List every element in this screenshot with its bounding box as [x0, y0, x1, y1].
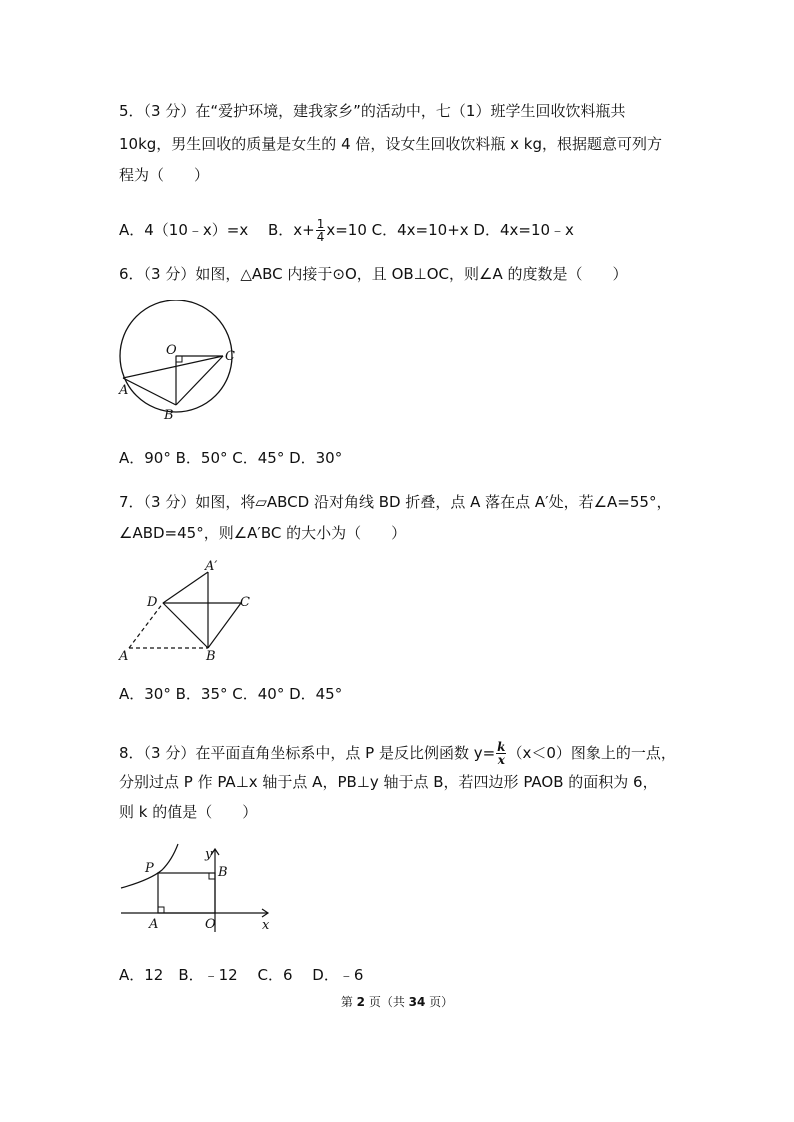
label-o: O: [205, 917, 216, 932]
q8-stem-line2: 分别过点 P 作 PA⊥x 轴于点 A，PB⊥y 轴于点 B，若四边形 PAOB 的面积为 6，: [119, 773, 658, 791]
label-a: A: [119, 383, 129, 398]
segment-d-b: [163, 603, 208, 648]
q8-fraction: [496, 741, 506, 766]
q5-fraction-numerator: 1: [316, 217, 325, 231]
label-b: B: [164, 408, 174, 423]
segment-ab: [123, 378, 176, 405]
q7-stem-line1: 7．（3 分）如图，将▱ABCD 沿对角线 BD 折叠，点 A 落在点 A′处，若∠A=55°，: [119, 493, 672, 511]
total-pages: 34: [408, 995, 426, 1009]
right-angle-mark-b: [209, 873, 215, 879]
label-d: D: [147, 595, 158, 610]
q8-coordinate-figure: [115, 838, 280, 933]
q8-fraction-denominator: x: [497, 753, 505, 767]
q6-options: A．90° B．50° C．45° D．30°: [119, 449, 343, 467]
right-angle-mark-a: [158, 907, 164, 913]
page-footer: [0, 993, 794, 1010]
footer-prefix: 第: [340, 995, 357, 1009]
segment-c-b: [208, 603, 241, 648]
label-c: C: [240, 595, 250, 610]
q6-circle-figure: [110, 300, 250, 430]
q8-fraction-numerator: k: [497, 740, 506, 754]
q5-fraction-denominator: 4: [316, 230, 325, 244]
q5-stem-line3: 程为（ ）: [119, 166, 210, 184]
label-o: O: [166, 343, 177, 358]
page-number: 2: [356, 995, 365, 1009]
footer-middle: 页（共: [365, 995, 409, 1009]
label-a: A: [149, 917, 159, 932]
segment-d-a-prime: [163, 572, 208, 603]
q8-stem-line3: 则 k 的值是（ ）: [119, 803, 258, 821]
q5-stem-line1: 5．（3 分）在“爱护环境，建我家乡”的活动中，七（1）班学生回收饮料瓶共: [119, 102, 626, 120]
label-a: A: [119, 649, 129, 664]
q7-stem-line2: ∠ABD=45°，则∠A′BC 的大小为（ ）: [119, 524, 407, 542]
q8-stem-prefix: 8．（3 分）在平面直角坐标系中，点 P 是反比例函数 y=: [119, 744, 496, 762]
q5-stem-line2: 10kg，男生回收的质量是女生的 4 倍，设女生回收饮料瓶 x kg，根据题意可列方: [119, 135, 662, 153]
q5-options: [119, 218, 574, 243]
q5-option-rest: x=10 C．4x=10+x D．4x=10﹣x: [326, 221, 574, 239]
label-x: x: [262, 918, 270, 933]
label-y: y: [205, 847, 213, 862]
segment-ac: [123, 356, 223, 378]
label-p: P: [145, 861, 154, 876]
q8-options: A．12 B．﹣12 C．6 D．﹣6: [119, 966, 364, 984]
q8-stem-line1: [119, 741, 676, 766]
label-a-prime: A′: [205, 559, 218, 574]
rectangle-paob: [158, 873, 215, 913]
q7-options: A．30° B．35° C．40° D．45°: [119, 685, 343, 703]
label-c: C: [225, 349, 235, 364]
q7-parallelogram-figure: [110, 552, 260, 667]
q8-stem-suffix: （x＜0）图象上的一点，: [507, 744, 676, 762]
q5-fraction: [316, 218, 326, 243]
segment-bc: [176, 356, 223, 405]
q6-stem: 6．（3 分）如图，△ABC 内接于⊙O，且 OB⊥OC，则∠A 的度数是（ ）: [119, 265, 628, 283]
right-angle-mark: [176, 356, 182, 362]
q5-option-a-b-prefix: A．4（10﹣x）=x B．x+: [119, 221, 315, 239]
footer-suffix: 页）: [425, 995, 454, 1009]
segment-a-d-dashed: [129, 603, 163, 648]
label-b: B: [206, 649, 216, 664]
label-b: B: [218, 865, 228, 880]
